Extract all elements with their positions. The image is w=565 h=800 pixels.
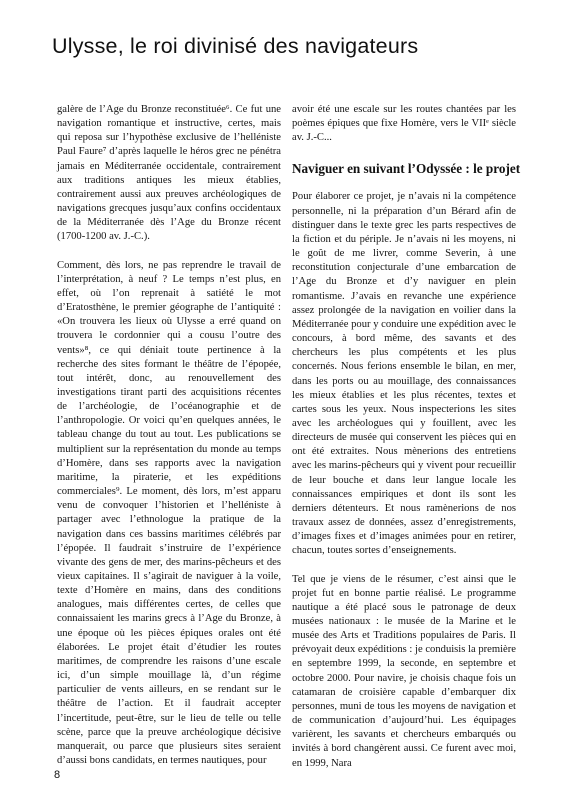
paragraph: Tel que je viens de le résumer, c’est ainsi que le projet fut en bonne partie réalisé. Le programme nautique a été placé sous le patronage de deux musées nationaux : le musée de la Marine et le musée des Arts et Traditions populaires de Paris. Il prévoyait deux expéditions : je conduisis la première en septembre 1999, la seconde, en septembre et octobre 2000. Pour navire, je choisis chaque fois un catamaran de croisière capable d’embarquer dix personnes, muni de tous les moyens de navigation et de communication d’aujourd’hui. Les équipages varièrent, les savants et chercheurs embarqués ou invités à bord changèrent aussi. Ce furent avec moi, en 1999, Nara — [292, 573, 516, 769]
paragraph: avoir été une escale sur les routes chantées par les poèmes épiques que fixe Homère, vers le VIIᵉ siècle av. J.-C... — [292, 104, 516, 144]
paragraph: galère de l’Age du Bronze reconstituée⁶. Ce fut une navigation romantique et instructive, certes, mais qui reposa sur l’hypothèse exclusive de l’helléniste Paul Faure⁷ d’après laquelle le héros grec ne pénétra jamais en Méditerranée occidentale, contrairement aux traditions antiques les mieux établies, contrairement aussi aux preuves archéologiques de navigations grecques jusqu’aux confins occidentaux de la Méditerranée dès l’Age du Bronze récent (1700-1200 av. J.-C.). — [57, 104, 281, 243]
right-text-column — [292, 103, 521, 771]
section-heading: Naviguer en suivant l’Odyssée : le projet — [292, 161, 521, 177]
paragraph: Pour élaborer ce projet, je n’avais ni la compétence personnelle, ni la préparation d’un Bérard afin de distinguer dans le texte grec les parts respectives de la fiction et du périple. Je n’avais ni les moyens, ni le goût de me livrer, comme Severin, à une reconstitution conjecturale d’une embarcation de l’Age du Bronze et d’y naviguer en plein romantisme. J’avais en revanche une expérience assez prolongée de la navigation en voilier dans la Méditerranée pour y conduire une expédition avec le concours, à bord même, des savants et des chercheurs les plus compétents et les plus concernés. Nous ferions ensemble le bilan, en mer, dans les ports ou au mouillage, des connaissances les mieux établies et les plus récentes, textes et cartes sous les yeux. Nous inspecterions les sites avec les archéologues qui y fouillent, avec les directeurs de musée qui conservent les pièces qui en ont été extraites. Nous mènerions des entretiens avec les marins-pêcheurs qui y vivent pour recueillir de leur bouche et dans leur langue locale les connaissances empiriques et dont ils sont les derniers détenteurs. Et nous ramènerions de nos travaux assez de données, assez d’enregistrements, d’images fixes et d’images animées pour en retirer, chacun, toutes sortes d’enseignements. — [292, 191, 516, 557]
left-text-column — [57, 103, 281, 768]
page-number: 8 — [54, 769, 61, 781]
paragraph: Comment, dès lors, ne pas reprendre le travail de l’interprétation, à neuf ? Le temps n’est plus, en effet, où l’on reprenait à satiété le mot d’Eratosthène, le premier géographe de l’antiquité : «On trouvera les lieux où Ulysse a erré quand on trouvera le cordonnier qui a cousu l’outre des vents»⁸, ce qui déniait toute pertinence à la recherche des sites formant le théâtre de l’épopée, tout intérêt, donc, au renouvellement des investigations tirant parti des acquisitions récentes de l’archéologie, de l’océanographie et de l’anthropologie. Or voici qu’en quelques années, le tableau change du tout au tout. Les publications se multiplient sur la représentation du monde au temps d’Homère, dans ses rapports avec la navigation maritime, la piraterie, et les expéditions commerciales⁹. Le moment, dès lors, m’est apparu venu de convoquer l’historien et l’helléniste à partager avec l’ethnologue la pratique de la navigation dans ces bassins maritimes célébrés par l’épopée. Il faudrait s’instruire de l’expérience vivante des gens de mer, des marins-pêcheurs et des vieux capitaines. Il s’agirait de naviguer à la voile, texte d’Homère en mains, dans des conditions analogues, mais différentes certes, de celles que connaissaient les marins grecs à l’Age du Bronze, à une époque où les pièces épiques orales ont été élaborées. Le projet était d’étudier les routes maritimes, de comprendre les raisons d’une escale ici, d’un simple mouillage là, d’un régime particulier de vents ailleurs, en se rendant sur le théâtre de l’action. Et il faudrait accepter l’incertitude, peut-être, sur le lieu de telle ou telle scène, parce que la preuve archéologique décisive manquerait, ou parce que plusieurs sites seraient d’aussi bons candidats, en termes nautiques, pour — [57, 259, 281, 767]
running-title: Ulysse, le roi divinisé des navigateurs — [52, 34, 419, 58]
